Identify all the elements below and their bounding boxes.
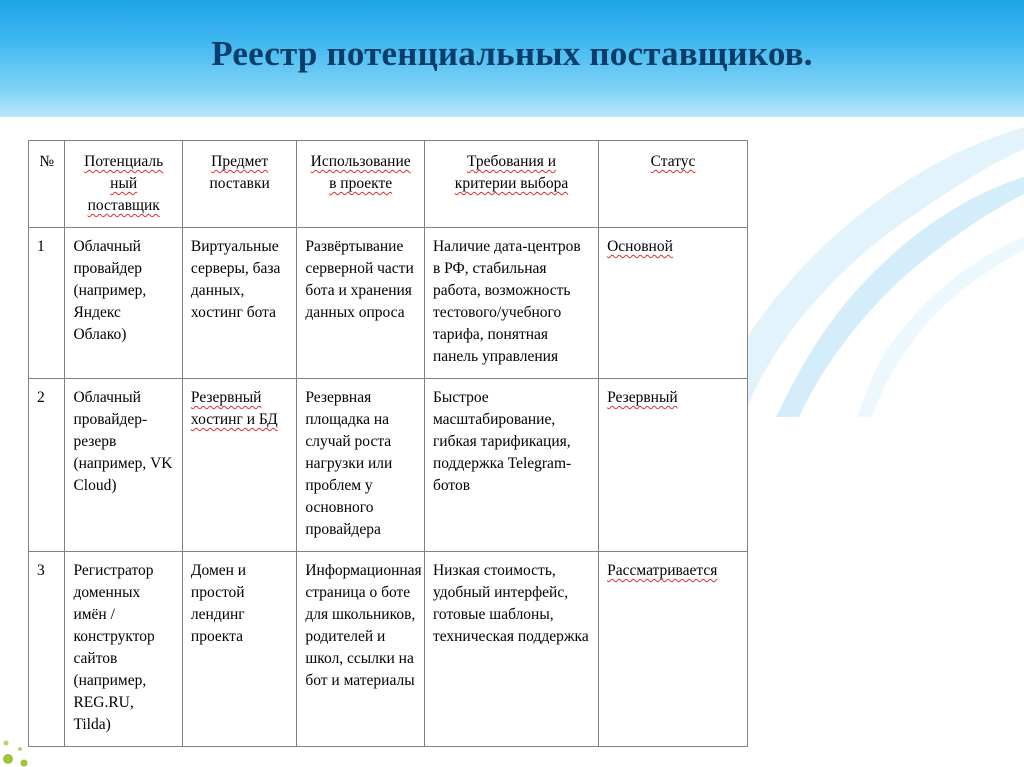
- cell-provider: Регистратор доменных имён / конструктор сайтов (например, REG.RU, Tilda): [65, 552, 182, 747]
- cell-number: 2: [29, 379, 65, 552]
- cell-provider: Облачный провайдер-резерв (например, VK Cloud): [65, 379, 182, 552]
- status-badge: Рассматривается: [607, 562, 718, 579]
- suppliers-table: [28, 140, 748, 747]
- column-header-provider: Потенциаль ный поставщик: [65, 141, 182, 228]
- table-row: [29, 552, 748, 747]
- column-header-subject: Предмет поставки: [182, 141, 296, 228]
- column-header-number: №: [29, 141, 65, 228]
- cell-use: Развёртывание серверной части бота и хранения данных опроса: [297, 228, 425, 379]
- cell-status: [599, 228, 748, 379]
- cell-requirements: Быстрое масштабирование, гибкая тарификация, поддержка Telegram-ботов: [424, 379, 598, 552]
- cell-requirements: Низкая стоимость, удобный интерфейс, готовые шаблоны, техническая поддержка: [424, 552, 598, 747]
- suppliers-table-container: [28, 140, 748, 747]
- table-row: [29, 228, 748, 379]
- cell-subject: Домен и простой лендинг проекта: [182, 552, 296, 747]
- status-badge: Резервный: [607, 389, 678, 406]
- column-header-requirements: Требования и критерии выбора: [424, 141, 598, 228]
- page-title: Реестр потенциальных поставщиков.: [211, 34, 813, 73]
- column-header-status: Статус: [599, 141, 748, 228]
- cell-number: 3: [29, 552, 65, 747]
- cell-status: [599, 379, 748, 552]
- cell-subject: Резервный хостинг и БД: [182, 379, 296, 552]
- cell-requirements: Наличие дата-центров в РФ, стабильная работа, возможность тестового/учебного тарифа, понятная панель управления: [424, 228, 598, 379]
- cell-use: Резервная площадка на случай роста нагрузки или проблем у основного провайдера: [297, 379, 425, 552]
- status-badge: Основной: [607, 238, 673, 255]
- table-header-row: [29, 141, 748, 228]
- cell-provider: Облачный провайдер (например, Яндекс Облако): [65, 228, 182, 379]
- cell-number: 1: [29, 228, 65, 379]
- table-row: [29, 379, 748, 552]
- cell-status: [599, 552, 748, 747]
- column-header-use: Использование в проекте: [297, 141, 425, 228]
- cell-subject: Виртуальные серверы, база данных, хостинг бота: [182, 228, 296, 379]
- cell-use: Информационная страница о боте для школьников, родителей и школ, ссылки на бот и материалы: [297, 552, 425, 747]
